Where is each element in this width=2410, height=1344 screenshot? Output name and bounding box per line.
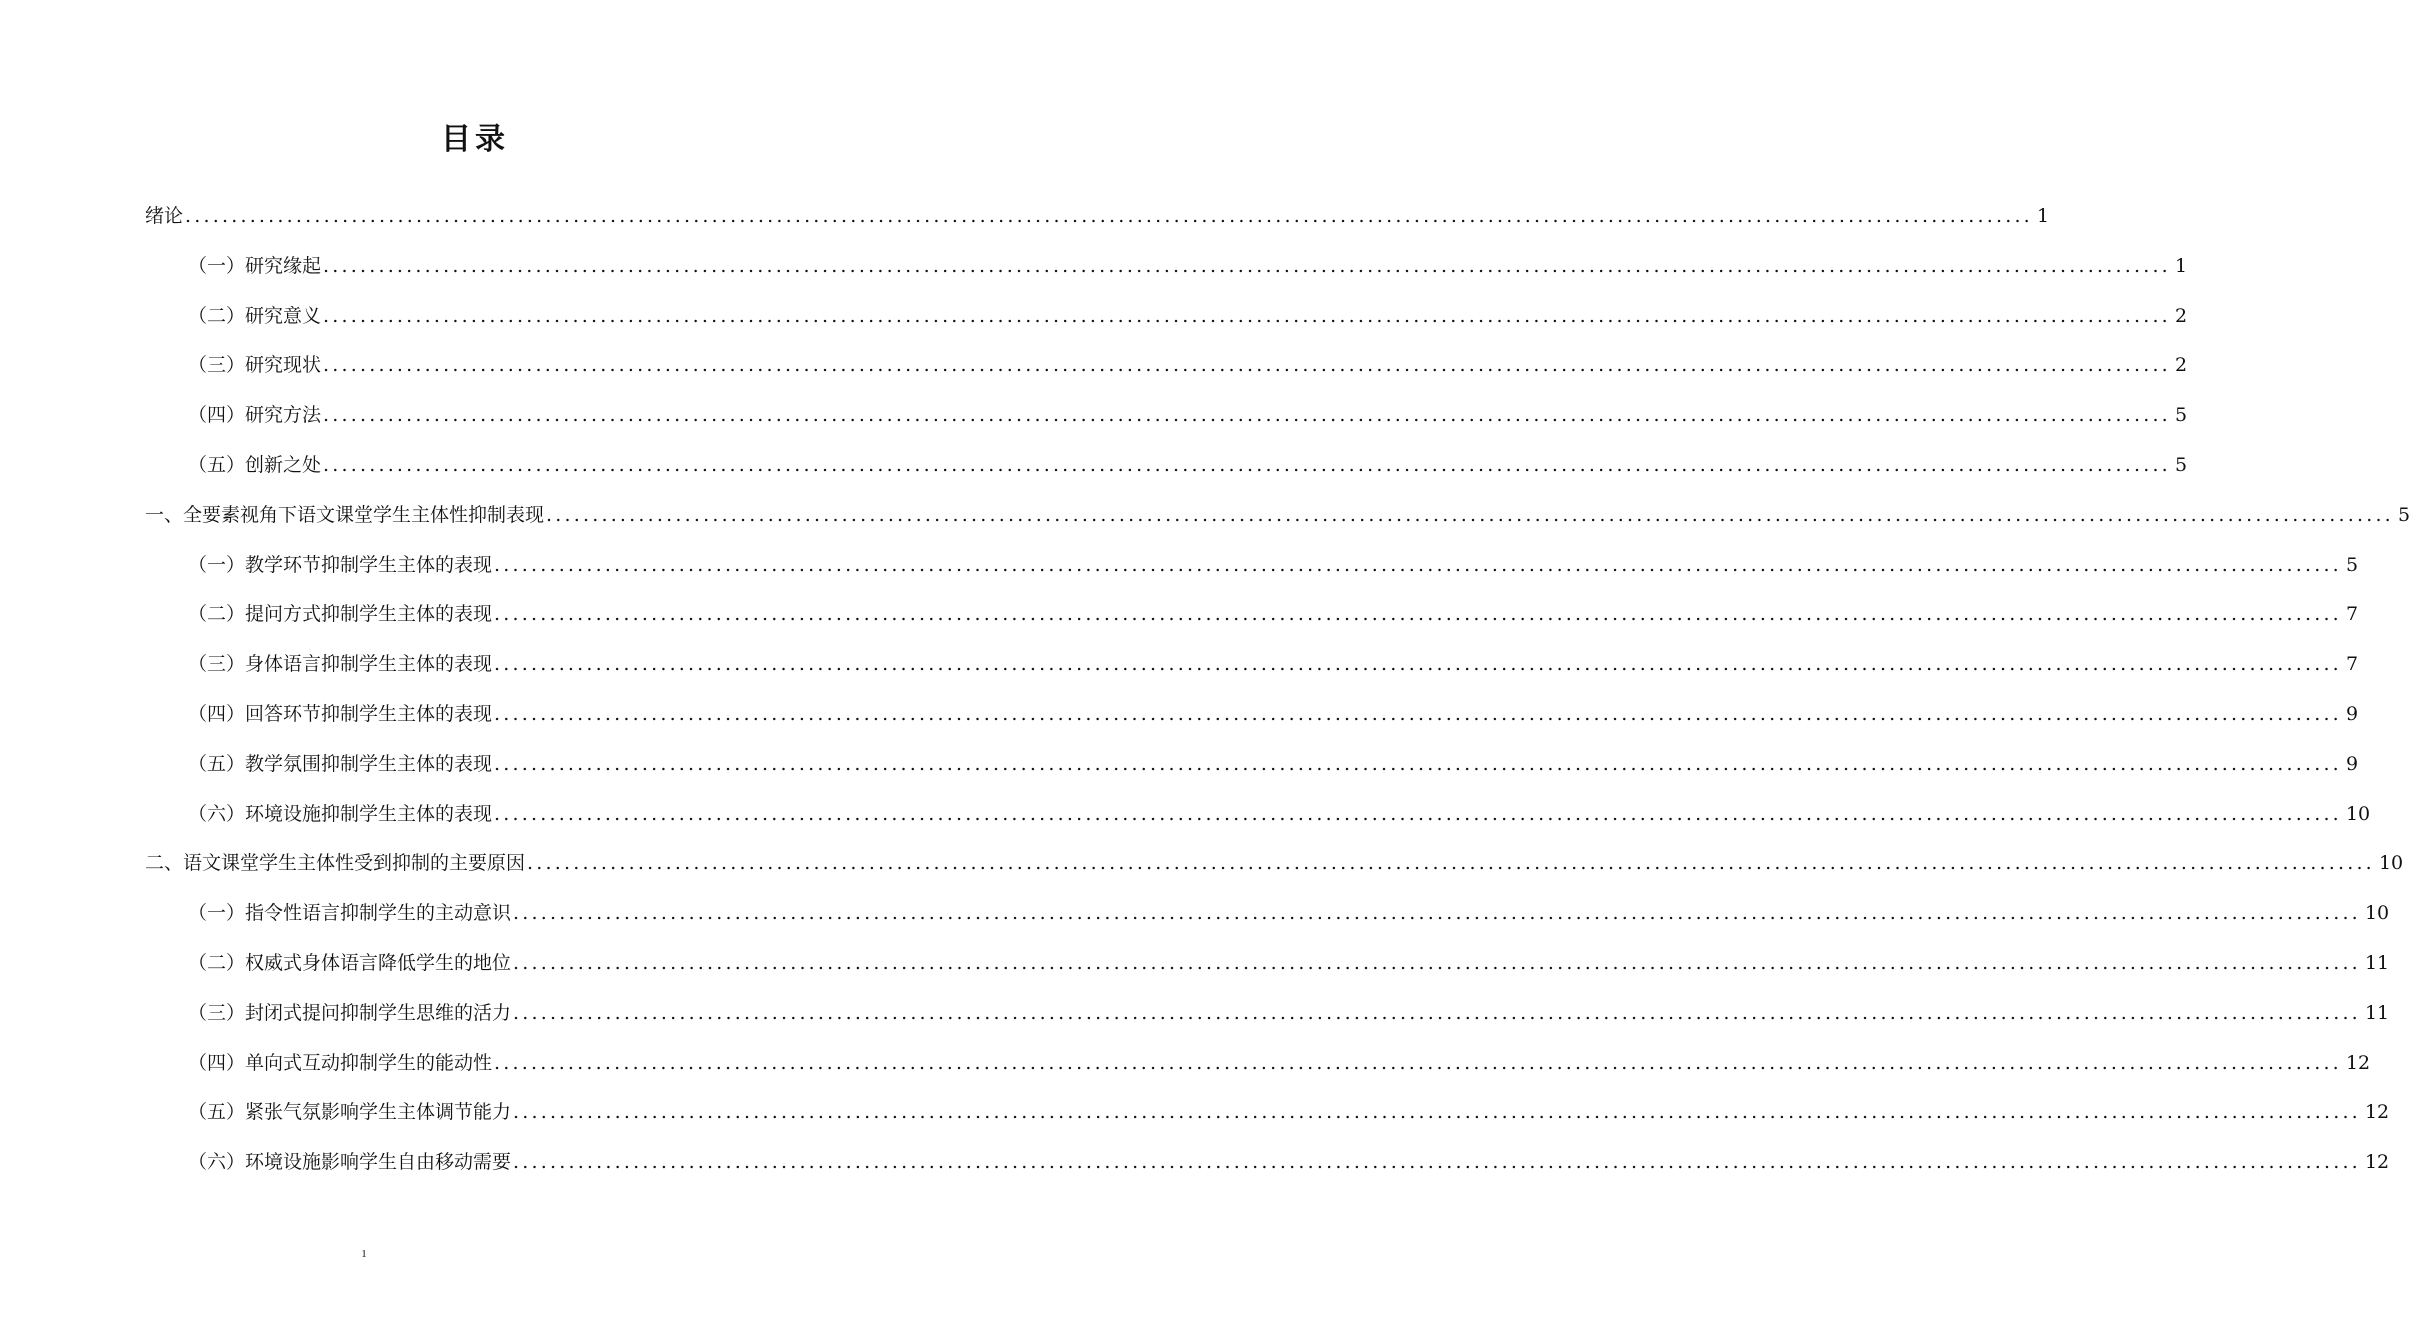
toc-entry[interactable] xyxy=(145,491,2410,541)
page-number: 1 xyxy=(361,1248,367,1260)
toc-entry[interactable] xyxy=(145,1039,2371,1089)
toc-entry-page: 7 xyxy=(2345,603,2359,626)
toc-entry-page: 12 xyxy=(2364,1151,2390,1174)
toc-entry[interactable] xyxy=(145,1088,2390,1138)
toc-dot-leader: ........................................................................................................................................................................................................ xyxy=(513,951,2361,974)
toc-entry-title: 一、全要素视角下语文课堂学生主体性抑制表现 xyxy=(145,503,545,526)
toc-entry-title: （一）教学环节抑制学生主体的表现 xyxy=(188,553,493,576)
toc-entry-page: 1 xyxy=(2174,254,2188,277)
toc-entry-page: 12 xyxy=(2345,1051,2371,1074)
toc-entry-title: （四）研究方法 xyxy=(188,404,322,427)
toc-entry[interactable] xyxy=(145,790,2371,840)
toc-entry-page: 7 xyxy=(2345,653,2359,676)
toc-dot-leader: ........................................................................................................................................................................................................ xyxy=(494,802,2342,825)
toc-entry[interactable] xyxy=(145,590,2359,640)
toc-entry[interactable] xyxy=(145,939,2390,989)
toc-dot-leader: ........................................................................................................................................................................................................ xyxy=(494,653,2342,676)
toc-entry-title: （五）创新之处 xyxy=(188,453,322,476)
toc-entry-title: （四）回答环节抑制学生主体的表现 xyxy=(188,702,493,725)
toc-entry-page: 10 xyxy=(2378,852,2404,875)
toc-entry-title: （四）单向式互动抑制学生的能动性 xyxy=(188,1051,493,1074)
toc-entry-title: （三）封闭式提问抑制学生思维的活力 xyxy=(188,1001,512,1024)
toc-entry-page: 5 xyxy=(2397,503,2410,526)
toc-entry[interactable] xyxy=(145,391,2188,441)
toc-dot-leader: ........................................................................................................................................................................................................ xyxy=(323,354,2171,377)
toc-entry[interactable] xyxy=(145,690,2359,740)
toc-dot-leader: ........................................................................................................................................................................................................ xyxy=(513,1001,2361,1024)
toc-entry[interactable] xyxy=(145,740,2359,790)
toc-entry-title: （二）研究意义 xyxy=(188,304,322,327)
toc-entry-title: （五）紧张气氛影响学生主体调节能力 xyxy=(188,1101,512,1124)
toc-entry-page: 5 xyxy=(2345,553,2359,576)
toc-dot-leader: ........................................................................................................................................................................................................ xyxy=(494,702,2342,725)
toc-entry-page: 12 xyxy=(2364,1101,2390,1124)
toc-entry-page: 9 xyxy=(2345,702,2359,725)
toc-entry-page: 5 xyxy=(2174,404,2188,427)
toc-entry-page: 11 xyxy=(2364,1001,2390,1024)
toc-entry-title: （三）身体语言抑制学生主体的表现 xyxy=(188,653,493,676)
toc-entry-title: 绪论 xyxy=(145,205,184,227)
toc-dot-leader: ........................................................................................................................................................................................................ xyxy=(494,752,2342,775)
toc-entry-title: 二、语文课堂学生主体性受到抑制的主要原因 xyxy=(145,852,526,875)
toc-entry-page: 2 xyxy=(2174,304,2188,327)
toc-entry-page: 10 xyxy=(2345,802,2371,825)
toc-dot-leader: ........................................................................................................................................................................................................ xyxy=(513,1151,2361,1174)
toc-dot-leader: ........................................................................................................................................................................................................ xyxy=(323,453,2171,476)
toc-entry-title: （一）指令性语言抑制学生的主动意识 xyxy=(188,902,512,925)
toc-entry[interactable] xyxy=(145,989,2390,1039)
toc-entry[interactable] xyxy=(145,889,2390,939)
toc-entry[interactable] xyxy=(145,1138,2390,1188)
toc-entry-page: 1 xyxy=(2036,205,2050,227)
toc-entry[interactable] xyxy=(145,292,2188,342)
toc-dot-leader: ........................................................................................................................................................................................................ xyxy=(546,503,2394,526)
table-of-contents xyxy=(145,192,2410,1188)
toc-dot-leader: ........................................................................................................................................................................................................ xyxy=(494,603,2342,626)
toc-entry-title: （二）权威式身体语言降低学生的地位 xyxy=(188,951,512,974)
toc-entry-title: （六）环境设施影响学生自由移动需要 xyxy=(188,1151,512,1174)
toc-dot-leader: ........................................................................................................................................................................................................ xyxy=(494,1051,2342,1074)
toc-entry[interactable] xyxy=(145,640,2359,690)
toc-entry-page: 11 xyxy=(2364,951,2390,974)
toc-entry[interactable] xyxy=(145,541,2359,591)
toc-dot-leader: ........................................................................................................................................................................................................ xyxy=(527,852,2375,875)
toc-dot-leader: ........................................................................................................................................................................................................ xyxy=(513,902,2361,925)
toc-entry-title: （五）教学氛围抑制学生主体的表现 xyxy=(188,752,493,775)
toc-dot-leader: ........................................................................................................................................................................................................ xyxy=(185,205,2033,227)
toc-dot-leader: ........................................................................................................................................................................................................ xyxy=(323,304,2171,327)
toc-entry-title: （六）环境设施抑制学生主体的表现 xyxy=(188,802,493,825)
toc-dot-leader: ........................................................................................................................................................................................................ xyxy=(513,1101,2361,1124)
toc-dot-leader: ........................................................................................................................................................................................................ xyxy=(323,254,2171,277)
toc-entry[interactable] xyxy=(145,341,2188,391)
toc-entry[interactable] xyxy=(145,441,2188,491)
toc-entry-page: 5 xyxy=(2174,453,2188,476)
toc-entry-title: （三）研究现状 xyxy=(188,354,322,377)
page-title: 目录 xyxy=(441,122,509,157)
toc-entry-title: （一）研究缘起 xyxy=(188,254,322,277)
toc-entry-page: 2 xyxy=(2174,354,2188,377)
toc-entry[interactable] xyxy=(145,192,2050,242)
toc-entry-page: 9 xyxy=(2345,752,2359,775)
toc-entry-title: （二）提问方式抑制学生主体的表现 xyxy=(188,603,493,626)
toc-dot-leader: ........................................................................................................................................................................................................ xyxy=(323,404,2171,427)
toc-dot-leader: ........................................................................................................................................................................................................ xyxy=(494,553,2342,576)
toc-entry[interactable] xyxy=(145,242,2188,292)
toc-entry-page: 10 xyxy=(2364,902,2390,925)
toc-entry[interactable] xyxy=(145,839,2404,889)
